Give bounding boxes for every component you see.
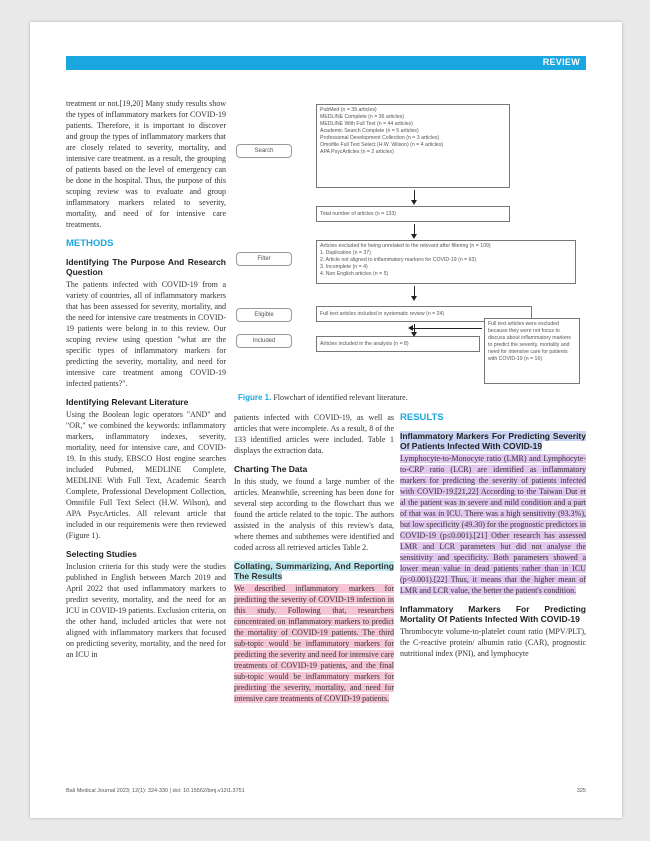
arrow-down (414, 324, 415, 334)
paragraph-charting: In this study, we found a large number of the articles. Meanwhile, screening has been done for several step according to the flowchart thus we found the article related to the topic. The authors assisted in the analysis of this review's data, where themes and subthemes were identified and coded across all retrieved articles Table 2. (234, 477, 394, 552)
source-line: APA PsycArticles (n = 2 articles) (320, 149, 394, 155)
subheading-selecting: Selecting Studies (66, 549, 137, 559)
collating-body: We described inflammatory markers for predicting the severity of COVID-19 infection in this study. Following that, researchers concentrated on inflammatory markers to predict the mortality of COVID-19 patients. The third sub-topic would be inflammatory markers for predicting the severity and need for intensive care treatments of COVID-19 patients, and the final sub-topic would be inflammatory markers for predicting the severity, mortality, and need for intensive care treatments of COVID-19 patients. (234, 584, 394, 703)
source-line: Academic Search Complete (n = 5 articles) (320, 128, 419, 134)
arrow-down (414, 286, 415, 298)
stage-filter: Filter (236, 252, 292, 266)
right-column (400, 412, 586, 663)
subheading-mortality: Inflammatory Markers For Predicting Mortality Of Patients Infected With COVID-19 (400, 604, 586, 624)
source-line: Omnifile Full Text Select (H.W. Wilson) (n = 4 articles) (320, 142, 444, 148)
severity-heading-text: Inflammatory Markers For Predicting Severity Of Patients Infected With COVID-19 (400, 431, 586, 451)
paragraph-severity (400, 453, 586, 596)
methods-heading: METHODS (66, 238, 114, 249)
document-page (30, 22, 622, 818)
paragraph-mortality: Thrombocyte volume-to-platelet count ratio (MPV/PLT), the C-reactive protein/ albumin ratio (CAR), prognostic nutritional index (PNI), and lymphocyte (400, 627, 586, 658)
fulltext-box: Full text articles included in systematic review (n = 24) (316, 306, 532, 322)
subheading-collating (234, 561, 394, 581)
figure-caption-text: Flowchart of identified relevant literature. (273, 393, 408, 402)
figure-caption (238, 393, 408, 402)
results-heading: RESULTS (400, 412, 444, 423)
side-excluded-box: Full text articles were excluded because they were not focus to discuss about inflammatory markers to predict the severity, mortality and need for intensive care for patients with COVID-19 (n = 16) (484, 318, 580, 384)
arrow-down (414, 224, 415, 236)
excluded-line: 1. Duplication (n = 37) (320, 250, 371, 256)
stage-included: Included (236, 334, 292, 348)
subheading-charting: Charting The Data (234, 464, 308, 474)
arrow-left (412, 328, 482, 329)
flowchart (234, 86, 586, 386)
excluded-line: 4. Non English articles (n = 5) (320, 271, 389, 277)
section-band (66, 56, 586, 70)
source-line: MEDLINE Complete (n = 36 articles) (320, 114, 405, 120)
collating-text: Collating, Summarizing, And Reporting The Results (234, 561, 394, 581)
left-column (66, 98, 226, 664)
included-box: Articles included in the analysis (n = 8) (316, 336, 480, 352)
stage-search: Search (236, 144, 292, 158)
severity-body: Lymphocyte-to-Monocyte ratio (LMR) and Lymphocyte-to-CRP ratio (LCR) are identified as inflammatory markers for predicting the severity of patients infected with COVID-19.[21,22] According to the Taiwan Dut et al the patient was in severe and mild condition and a part of that was in ICU. There was a high sensitivity (93.3%), but low specificity (49.30) for the prognostic predictors in COVID-19 (p≤0.001).[21] Other research has assessed LMR and LCR parameters but did not analyse the sensitivity and specificity. Both parameters showed a lower mean value in dead patients rather than in ICU (p<0.001).[22] Thus, it means that the higher mean of LMR and LCR value, the better the patient's condition. (400, 454, 586, 595)
source-line: Professional Development Collection (n = 3 articles) (320, 135, 440, 141)
excluded-line: Articles excluded for being unrelated to the relevant after filtering (n = 109) (320, 243, 491, 249)
paragraph-literature: Using the Boolean logic operators "AND" and "OR," we combined the keywords: inflammatory markers, inflammatory indexes, severity, mortality, need for intensive care, and COVID-19. In this study, EBSCO Host engine searches included Pubmed, MEDLINE Complete, MEDLINE With Full Text, Academic Search Complete, Professional Development Collection, Omnifile Full Text Select (H.W. Wilson), and APA PsycArticles. All relevant article that included in our requirements were then reviewed (Figure 1). (66, 410, 226, 540)
page-footer (66, 788, 586, 794)
subheading-severity (400, 431, 586, 451)
excluded-line: 3. Incomplete (n = 4) (320, 264, 368, 270)
subheading-literature: Identifying Relevant Literature (66, 397, 189, 407)
source-line: MEDLINE With Full Text (n = 44 articles) (320, 121, 413, 127)
search-sources-box (316, 104, 510, 188)
paragraph-included: patients infected with COVID-19, as well as articles that were incomplete. As a result, 8 of the 133 identified articles were included. Table 1 displays the extraction data. (234, 413, 394, 455)
excluded-box (316, 240, 576, 284)
section-label: REVIEW (542, 57, 580, 67)
footer-citation: Bali Medical Journal 2023; 12(1): 324-330 | doi: 10.15562/bmj.v12i1.3751 (66, 788, 245, 794)
intro-paragraph: treatment or not.[19,20] Many study results show the types of inflammatory markers for COVID-19 patients. Therefore, it is important to discover and group the types of inflammatory markers that are closely related to severity, mortality, and intensive care treatment. as a result, the grouping of patients based on the level of emergency can be done in the hospital. Thus, the purpose of this scoping review was to evaluate and group inflammatory markers related to severity, mortality, and need of for intensive care treatments. (66, 99, 226, 229)
paragraph-collating (234, 583, 394, 704)
total-box: Total number of articles (n = 133) (316, 206, 510, 222)
subheading-purpose: Identifying The Purpose And Research Question (66, 257, 226, 277)
figure-label: Figure 1. (238, 393, 272, 402)
paragraph-purpose: The patients infected with COVID-19 from a variety of countries, all of inflammatory markers that has been assessed for severity, mortality, and the need for intensive care treatments in COVID-19 patients were belong in to this review. Our scoping review using question "what are the specific types of inflammatory markers for predicting the severity, mortality, and need for intensive care treatment among COVID-19 infected patients?". (66, 280, 226, 388)
arrow-down (414, 190, 415, 202)
paragraph-selecting: Inclusion criteria for this study were the studies published in English between March 2019 and April 2022 that used inflammatory markers to predict severity, mortality, and the need for an ICU in COVID-19 patients. Exclusion criteria, on the other hand, included articles that were not aligned with inflammatory markers that focused on predicting severity, mortality, and the need for an ICU in (66, 562, 226, 659)
page-number: 325 (576, 788, 586, 794)
excluded-line: 2. Article not aligned to inflammatory markers for COVID-19 (n = 63) (320, 257, 477, 263)
stage-eligible: Eligible (236, 308, 292, 322)
middle-column (234, 412, 394, 708)
source-line: PubMed (n = 39 articles) (320, 107, 377, 113)
